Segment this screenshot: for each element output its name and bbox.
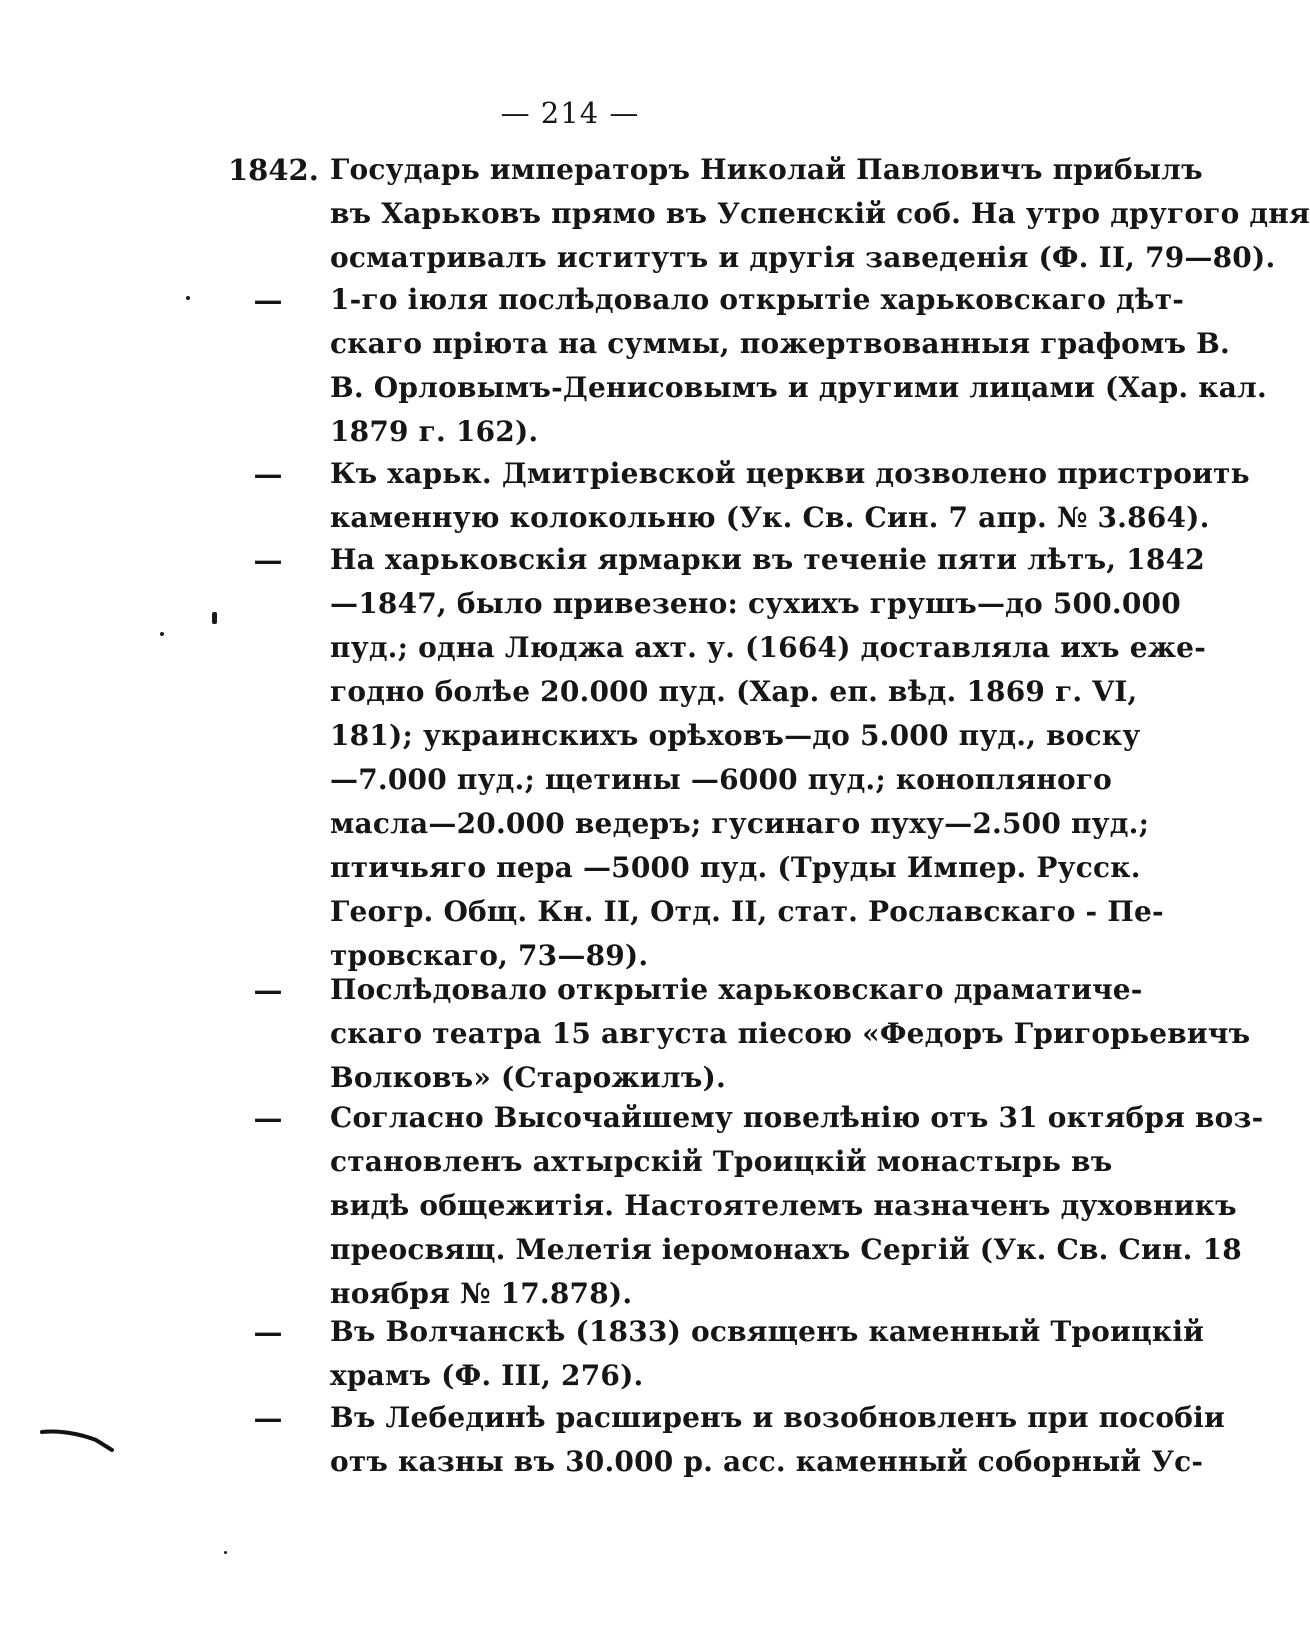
text-line: Государь императоръ Николай Павловичъ прибылъ bbox=[330, 153, 1203, 186]
text-line: видѣ общежитія. Настоятелемъ назначенъ духовникъ bbox=[330, 1189, 1237, 1222]
text-line: каменную колокольню (Ук. Св. Син. 7 апр. № 3.864). bbox=[330, 501, 1210, 534]
entry-text bbox=[330, 1396, 1225, 1484]
text-line: преосвящ. Мелетія іеромонахъ Сергій (Ук. Св. Син. 18 bbox=[330, 1233, 1242, 1266]
entry-dash: — bbox=[253, 973, 283, 1007]
entry-text bbox=[330, 278, 1267, 454]
text-line: скаго театра 15 августа піесою «Федоръ Григорьевичъ bbox=[330, 1017, 1251, 1050]
text-line: Къ харьк. Дмитріевской церкви дозволено пристроить bbox=[330, 457, 1250, 490]
scan-speck bbox=[212, 612, 217, 624]
text-line: птичьяго пера —5000 пуд. (Труды Импер. Русск. bbox=[330, 851, 1141, 884]
text-line: тровскаго, 73—89). bbox=[330, 939, 649, 972]
entry-dash: — bbox=[253, 283, 283, 317]
text-line: —7.000 пуд.; щетины —6000 пуд.; конопляного bbox=[330, 763, 1113, 796]
text-line: пуд.; одна Люджа ахт. у. (1664) доставляла ихъ еже- bbox=[330, 631, 1207, 664]
scan-speck bbox=[160, 632, 164, 636]
entry-year: 1842. bbox=[228, 153, 319, 187]
entry-text bbox=[330, 148, 1310, 280]
scan-speck bbox=[186, 296, 190, 300]
text-line: осматривалъ иститутъ и другія заведенія (Ф. II, 79—80). bbox=[330, 241, 1276, 274]
entry-dash: — bbox=[253, 543, 283, 577]
text-line: Въ Лебединѣ расширенъ и возобновленъ при пособіи bbox=[330, 1401, 1225, 1434]
entry-text bbox=[330, 1310, 1205, 1398]
text-line: храмъ (Ф. III, 276). bbox=[330, 1359, 644, 1392]
text-line: отъ казны въ 30.000 р. асс. каменный соборный Ус- bbox=[330, 1445, 1204, 1478]
text-line: Волковъ» (Старожилъ). bbox=[330, 1061, 726, 1094]
text-line: 181); украинскихъ орѣховъ—до 5.000 пуд., воску bbox=[330, 719, 1141, 752]
page-number: — 214 — bbox=[500, 96, 640, 130]
entry-dash: — bbox=[253, 1101, 283, 1135]
text-line: скаго пріюта на суммы, пожертвованныя графомъ В. bbox=[330, 327, 1230, 360]
entry-text bbox=[330, 968, 1251, 1100]
entry-text bbox=[330, 538, 1207, 978]
scan-speck bbox=[224, 1551, 227, 1554]
entry-dash: — bbox=[253, 457, 283, 491]
text-line: В. Орловымъ-Денисовымъ и другими лицами (Хар. кал. bbox=[330, 371, 1267, 404]
text-line: На харьковскія ярмарки въ теченіе пяти лѣтъ, 1842 bbox=[330, 543, 1205, 576]
entry-dash: — bbox=[253, 1401, 283, 1435]
text-line: становленъ ахтырскій Троицкій монастырь въ bbox=[330, 1145, 1113, 1178]
text-line: 1-го іюля послѣдовало открытіе харьковскаго дѣт- bbox=[330, 283, 1185, 316]
text-line: ноября № 17.878). bbox=[330, 1277, 633, 1310]
text-line: Согласно Высочайшему повелѣнію отъ 31 октября воз- bbox=[330, 1101, 1264, 1134]
text-line: —1847, было привезено: сухихъ грушъ—до 500.000 bbox=[330, 587, 1181, 620]
text-line: годно болѣе 20.000 пуд. (Хар. еп. вѣд. 1869 г. VI, bbox=[330, 675, 1138, 708]
text-line: 1879 г. 162). bbox=[330, 415, 539, 448]
text-line: Въ Волчанскѣ (1833) освященъ каменный Троицкій bbox=[330, 1315, 1205, 1348]
scan-scratch-mark bbox=[40, 1424, 120, 1454]
entry-dash: — bbox=[253, 1315, 283, 1349]
entry-text bbox=[330, 452, 1250, 540]
text-line: въ Харьковъ прямо въ Успенскій соб. На утро другого дня bbox=[330, 197, 1310, 230]
text-line: Послѣдовало открытіе харьковскаго драматиче- bbox=[330, 973, 1143, 1006]
text-line: масла—20.000 ведеръ; гусинаго пуху—2.500 пуд.; bbox=[330, 807, 1150, 840]
text-line: Геогр. Общ. Кн. II, Отд. II, стат. Рославскаго - Пе- bbox=[330, 895, 1164, 928]
entry-text bbox=[330, 1096, 1264, 1316]
